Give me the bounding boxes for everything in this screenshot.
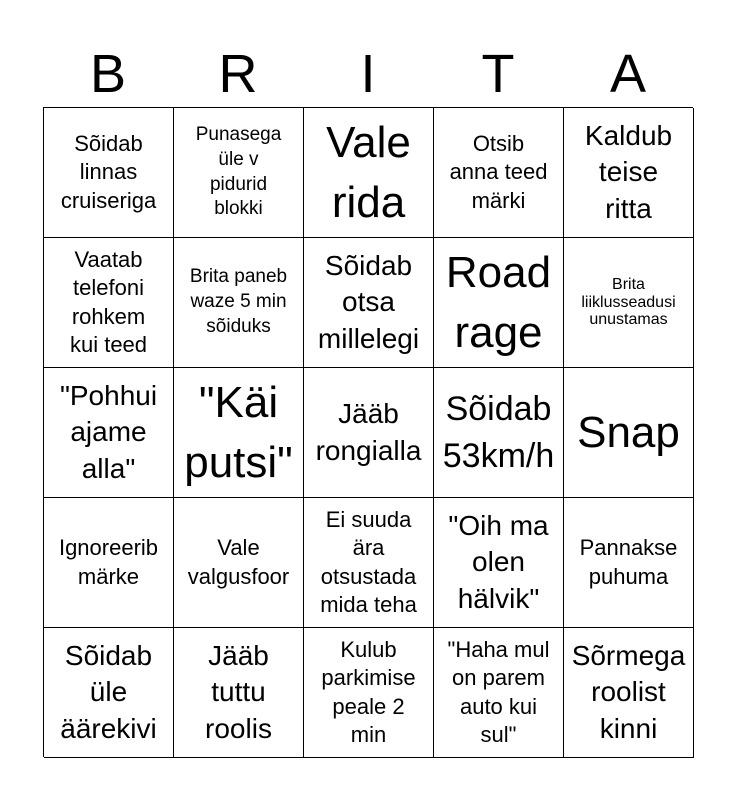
bingo-cell-r2-c4[interactable]: Road rage [434,238,564,368]
bingo-cell-r1-c2[interactable]: Punasega üle v pidurid blokki [174,108,304,238]
bingo-board [43,107,693,757]
bingo-cell-r5-c4[interactable]: "Haha mul on parem auto kui sul" [434,628,564,758]
bingo-cell-r1-c3[interactable]: Vale rida [304,108,434,238]
bingo-cell-r1-c1[interactable]: Sõidab linnas cruiseriga [44,108,174,238]
title-letter-b: B [89,44,127,104]
bingo-cell-r5-c1[interactable]: Sõidab üle äärekivi [44,628,174,758]
bingo-cell-r4-c1[interactable]: Ignoreerib märke [44,498,174,628]
bingo-cell-r3-c5[interactable]: Snap [564,368,694,498]
bingo-cell-r4-c5[interactable]: Pannakse puhuma [564,498,694,628]
bingo-cell-r1-c4[interactable]: Otsib anna teed märki [434,108,564,238]
bingo-title [43,40,693,108]
title-letter-i: I [360,44,376,104]
bingo-cell-r5-c3[interactable]: Kulub parkimise peale 2 min [304,628,434,758]
bingo-cell-r2-c1[interactable]: Vaatab telefoni rohkem kui teed [44,238,174,368]
bingo-cell-r4-c4[interactable]: "Oih ma olen hälvik" [434,498,564,628]
bingo-cell-r3-c2[interactable]: "Käi putsi" [174,368,304,498]
bingo-cell-r3-c4[interactable]: Sõidab 53km/h [434,368,564,498]
bingo-cell-r2-c5[interactable]: Brita liiklusseadusi unustamas [564,238,694,368]
bingo-cell-r3-c1[interactable]: "Pohhui ajame alla" [44,368,174,498]
title-letter-t: T [481,44,515,104]
bingo-cell-r2-c3[interactable]: Sõidab otsa millelegi [304,238,434,368]
title-letter-a: A [609,44,647,104]
bingo-cell-r4-c2[interactable]: Vale valgusfoor [174,498,304,628]
bingo-cell-r3-c3[interactable]: Jääb rongialla [304,368,434,498]
bingo-cell-r5-c2[interactable]: Jääb tuttu roolis [174,628,304,758]
bingo-cell-r4-c3[interactable]: Ei suuda ära otsustada mida teha [304,498,434,628]
bingo-cell-r1-c5[interactable]: Kaldub teise ritta [564,108,694,238]
bingo-cell-r2-c2[interactable]: Brita paneb waze 5 min sõiduks [174,238,304,368]
title-letter-r: R [218,44,258,104]
bingo-cell-r5-c5[interactable]: Sõrmega roolist kinni [564,628,694,758]
